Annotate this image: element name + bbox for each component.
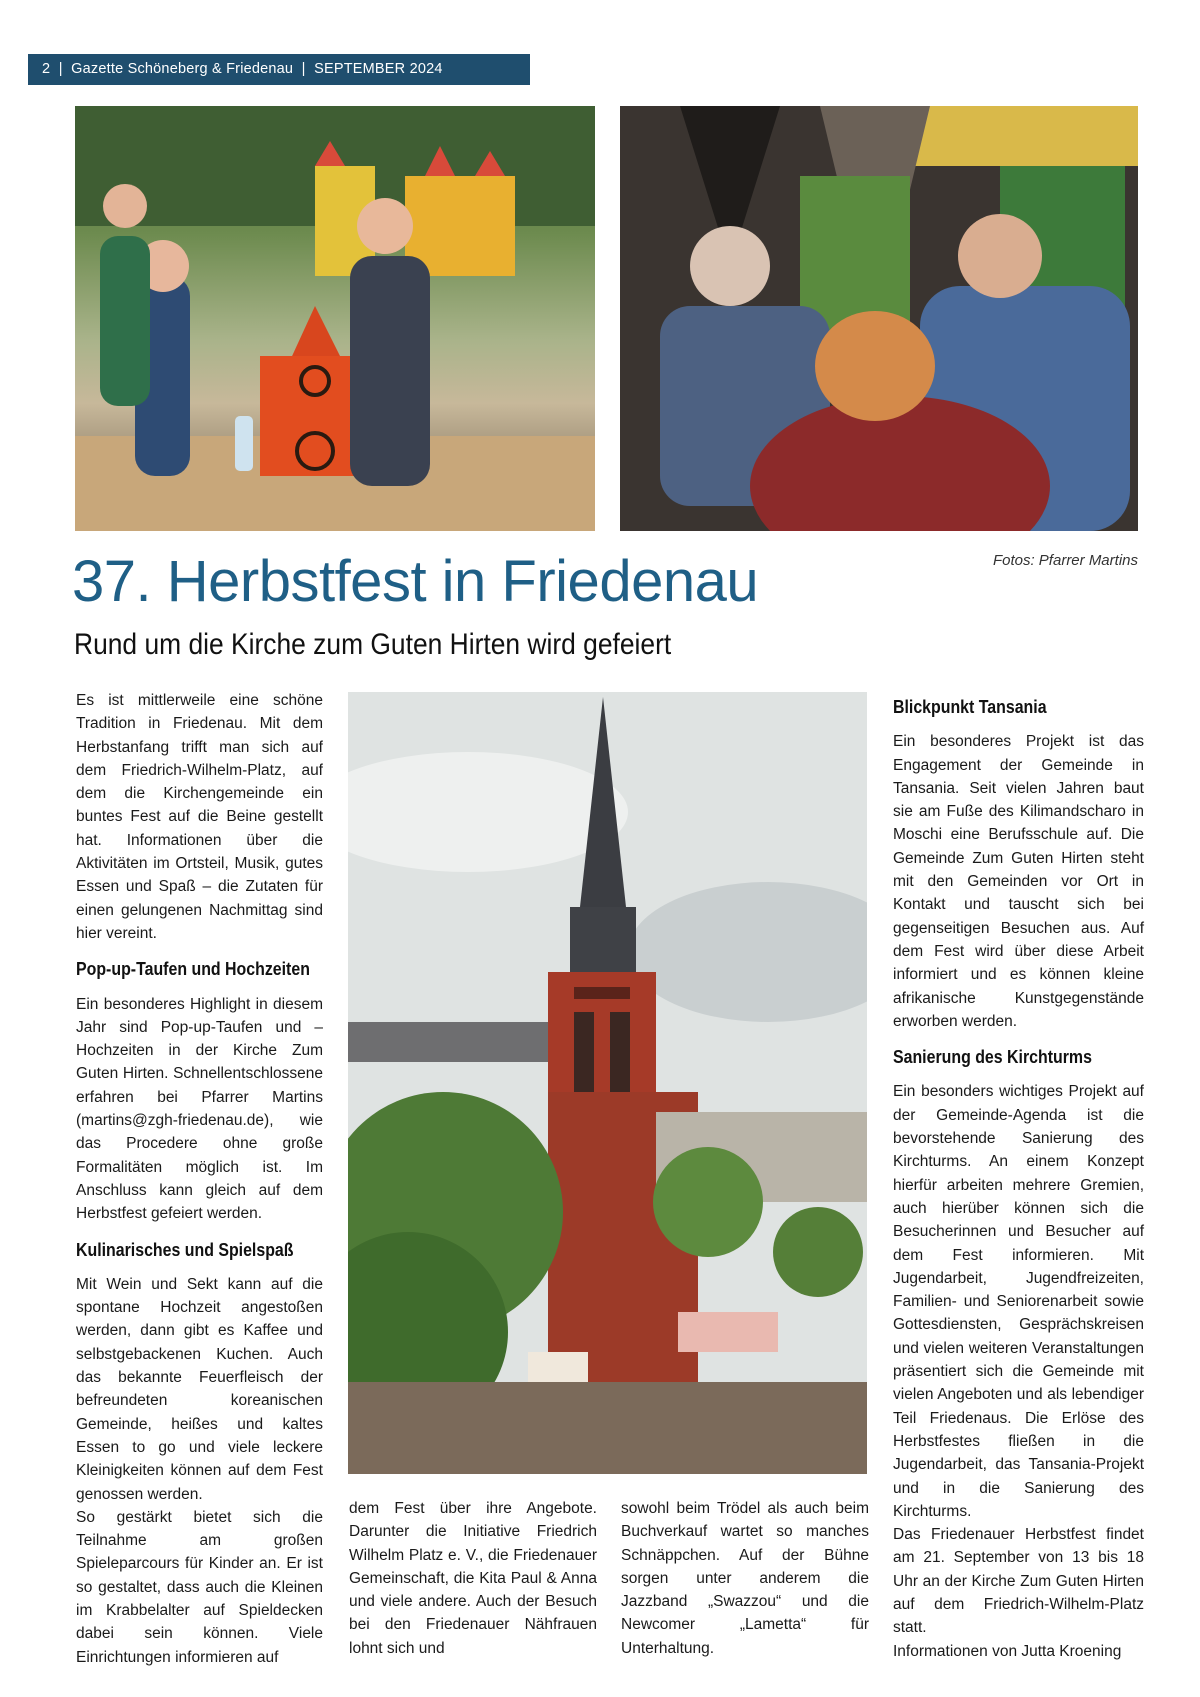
photo-church-tower (348, 692, 867, 1474)
page-header-bar (28, 54, 530, 84)
col3-text: sowohl beim Trödel als auch beim Buchverkauf wartet so manches Schnäppchen. Auf der Bühne sorgen unter anderem die Jazzband „Swazzou“ und die Newcomer „Lametta“ für Unterhaltung. (621, 1500, 869, 1657)
article-byline: Informationen von Jutta Kroening (893, 1642, 1122, 1660)
photo-church-tower-drawing (348, 692, 867, 1474)
section-text-kulinarisches: Mit Wein und Sekt kann auf die spontane Hochzeit angestoßen werden, dann gibt es Kaffee und selbstgebackenen Kuchen. Auch das bekannte Feuerfleisch der befreundeten koreanischen Gemeinde, heißes und kaltes Essen to go und viele leckere Kleinigkeiten können auf dem Fest genossen werden. (76, 1275, 323, 1503)
section-text-tansania: Ein besonderes Projekt ist das Engagement der Gemeinde in Tansania. Seit vielen Jahren baut sie am Fuße des Kilimandscharo in Moschi eine Berufsschule auf. Die Gemeinde Zum Guten Hirten steht mit den Gemeinden vor Ort in Kontakt und tauscht sich bei gegenseitigen Besuchen aus. Auf dem Fest wird über diese Arbeit informiert und es können kleine afrikanische Kunstgegenstände erworben werden. (893, 733, 1144, 1030)
article-intro: Es ist mittlerweile eine schöne Tradition in Friedenau. Mit dem Herbstanfang trifft man sich auf dem Friedrich-Wilhelm-Platz, auf dem die Kirchengemeinde ein buntes Fest auf die Beine gestellt hat. Informationen über die Aktivitäten im Ortsteil, Musik, gutes Essen und Spaß – die Zutaten für einen gelungenen Nachmittag sind hier vereint. (76, 692, 323, 942)
header-separator-2: | (301, 61, 306, 77)
section-heading-kirchturm: Sanierung des Kirchturms (893, 1046, 1092, 1068)
col2-text: dem Fest über ihre Angebote. Darunter die Initiative Friedrich Wilhelm Platz e. V., die Friedenauer Gemeinschaft, die Kita Paul & Anna und viele andere. Auch der Besuch bei den Friedenauer Nähfrauen lohnt sich und (349, 1500, 597, 1657)
publication-name: Gazette Schöneberg & Friedenau (71, 61, 294, 77)
section-heading-kulinarisches: Kulinarisches und Spielspaß (76, 1238, 294, 1260)
photo-scouts-booth (620, 106, 1138, 531)
photo-children-crafts (75, 106, 595, 531)
section-text-termin: Das Friedenauer Herbstfest findet am 21. September von 13 bis 18 Uhr an der Kirche Zum Guten Hirten auf dem Friedrich-Wilhelm-Platz statt. (893, 1526, 1144, 1637)
article-column-1 (76, 689, 323, 1669)
section-text-popup: Ein besonderes Highlight in diesem Jahr sind Pop-up-Taufen und –Hochzeiten in der Kirche Zum Guten Hirten. Schnellentschlossene erfahren bei Pfarrer Martins (martins@zgh-friedenau.de), wie das Procedere ohne große Formalitäten möglich ist. Im Anschluss kann gleich auf dem Herbstfest gefeiert werden. (76, 995, 323, 1223)
article-column-2 (349, 1497, 597, 1660)
header-separator: | (58, 61, 63, 77)
section-heading-popup: Pop-up-Taufen und Hochzeiten (76, 958, 310, 980)
section-text-spielspass: So gestärkt bietet sich die Teilnahme am großen Spieleparcours für Kinder an. Er ist so gestaltet, dass auch die Kleinen im Krabbelalter auf Spieldecken dabei sein können. Viele Einrichtungen informieren auf (76, 1508, 323, 1666)
photo-credit: Fotos: Pfarrer Martins (992, 552, 1138, 569)
photo-scouts-booth-drawing (620, 106, 1138, 531)
page-number: 2 (42, 61, 51, 77)
photo-children-crafts-drawing (75, 106, 595, 531)
article-column-3 (621, 1497, 869, 1660)
issue-date: SEPTEMBER 2024 (314, 61, 443, 77)
article-column-4 (893, 695, 1144, 1663)
article-subtitle: Rund um die Kirche zum Guten Hirten wird gefeiert (74, 628, 672, 661)
header-rule (28, 83, 530, 85)
section-text-kirchturm: Ein besonders wichtiges Projekt auf der Gemeinde-Agenda ist die bevorstehende Sanierung des Kirchturms. An einem Konzept hierfür arbeiten mehrere Gremien, auch hierüber können sich die Besucherinnen und Besucher auf dem Fest informieren. Mit Jugendarbeit, Jugendfreizeiten, Familien- und Seniorenarbeit sowie Gottesdiensten, Gesprächskreisen und vielen weiteren Veranstaltungen präsentiert sich die Gemeinde mit vielen Angeboten und als lebendiger Teil Friedenaus. Die Erlöse des Herbstfestes fließen in die Jugendarbeit, das Tansania-Projekt und in die Sanierung des Kirchturms. (893, 1083, 1144, 1520)
article-title: 37. Herbstfest in Friedenau (72, 549, 759, 614)
section-heading-tansania: Blickpunkt Tansania (893, 696, 1047, 717)
